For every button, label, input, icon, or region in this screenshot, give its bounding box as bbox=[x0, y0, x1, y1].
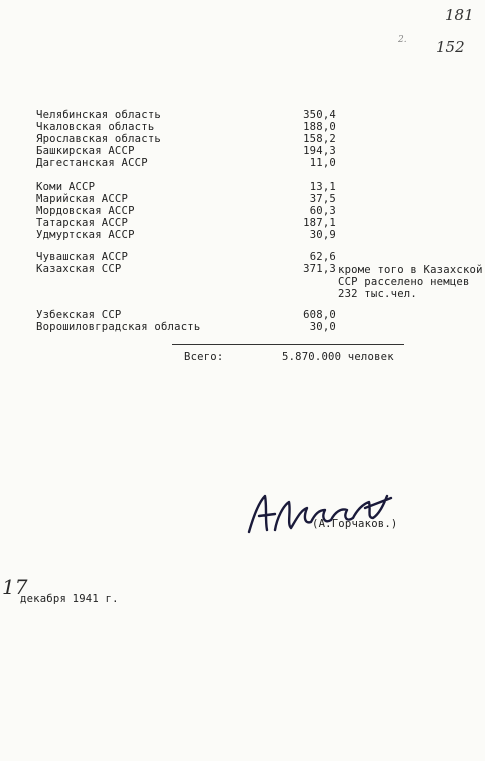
total-label: Всего: bbox=[184, 351, 224, 363]
handwritten-signature bbox=[245, 488, 395, 540]
region-value: 13,1 bbox=[309, 181, 336, 193]
region-value: 187,1 bbox=[303, 217, 336, 229]
region-name: Удмуртская АССР bbox=[36, 229, 135, 241]
region-name: Коми АССР bbox=[36, 181, 96, 193]
side-note-line: 232 тыс.чел. bbox=[338, 288, 417, 300]
table-row bbox=[36, 133, 336, 145]
table-row bbox=[36, 251, 336, 263]
region-value: 350,4 bbox=[303, 109, 336, 121]
signatory-name: (А.Горчаков.) bbox=[312, 518, 398, 530]
region-name: Ворошиловградская область bbox=[36, 321, 201, 333]
region-name: Челябинская область bbox=[36, 109, 161, 121]
region-value: 11,0 bbox=[309, 157, 336, 169]
table-row bbox=[36, 181, 336, 193]
region-value: 194,3 bbox=[303, 145, 336, 157]
region-value: 608,0 bbox=[303, 309, 336, 321]
region-value: 37,5 bbox=[309, 193, 336, 205]
table-row bbox=[36, 263, 336, 275]
sheet-number-top: 181 bbox=[445, 6, 474, 24]
region-value: 30,0 bbox=[309, 321, 336, 333]
side-note bbox=[338, 264, 483, 300]
region-name: Казахская ССР bbox=[36, 263, 122, 275]
table-row bbox=[36, 193, 336, 205]
region-value: 188,0 bbox=[303, 121, 336, 133]
region-name: Дагестанская АССР bbox=[36, 157, 148, 169]
small-mark: 2. bbox=[398, 35, 407, 45]
date-day-handwritten: 17 bbox=[2, 575, 28, 599]
total-value: 5.870.000 человек bbox=[282, 351, 394, 363]
region-value: 371,3 bbox=[303, 263, 336, 275]
side-note-line: ССР расселено немцев bbox=[338, 276, 470, 288]
region-name: Татарская АССР bbox=[36, 217, 129, 229]
region-name: Мордовская АССР bbox=[36, 205, 135, 217]
table-row bbox=[36, 309, 336, 321]
table-row bbox=[36, 121, 336, 133]
table-row bbox=[36, 145, 336, 157]
region-value: 158,2 bbox=[303, 133, 336, 145]
sheet-number-second: 152 bbox=[436, 38, 465, 56]
date-text: декабря 1941 г. bbox=[20, 593, 119, 605]
table-row bbox=[36, 205, 336, 217]
table-row bbox=[36, 229, 336, 241]
region-name: Чувашская АССР bbox=[36, 251, 129, 263]
region-name: Марийская АССР bbox=[36, 193, 129, 205]
side-note-line: кроме того в Казахской bbox=[338, 264, 483, 276]
region-name: Ярославская область bbox=[36, 133, 161, 145]
table-row bbox=[36, 217, 336, 229]
region-value: 60,3 bbox=[309, 205, 336, 217]
region-value: 30,9 bbox=[309, 229, 336, 241]
table-row bbox=[36, 157, 336, 169]
region-name: Узбекская ССР bbox=[36, 309, 122, 321]
table-row bbox=[36, 321, 336, 333]
region-name: Чкаловская область bbox=[36, 121, 155, 133]
region-value: 62,6 bbox=[309, 251, 336, 263]
table-row bbox=[36, 109, 336, 121]
region-name: Башкирская АССР bbox=[36, 145, 135, 157]
total-separator bbox=[172, 344, 404, 345]
